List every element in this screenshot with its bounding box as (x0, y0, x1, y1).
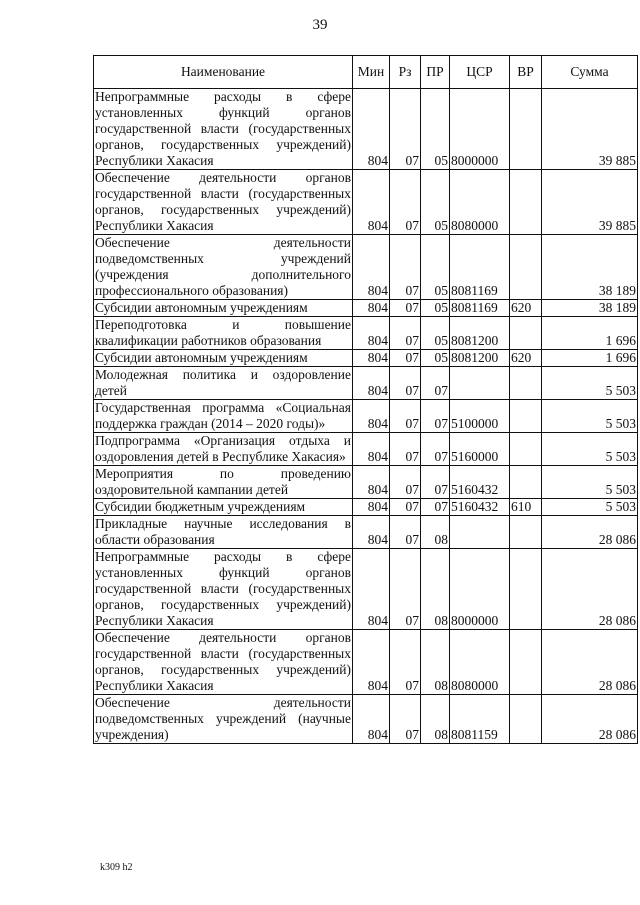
cell-sum: 28 086 (542, 549, 638, 630)
cell-vr (510, 170, 542, 235)
cell-vr (510, 549, 542, 630)
cell-name: Обеспечение деятельности подведомственных учреждений (учреждения дополнительного профессионального образования) (95, 235, 351, 298)
cell-vr (510, 466, 542, 499)
cell-rz: 07 (390, 170, 421, 235)
cell-sum: 5 503 (542, 466, 638, 499)
cell-csr: 8000000 (450, 89, 510, 170)
cell-vr (510, 89, 542, 170)
cell-sum: 28 086 (542, 630, 638, 695)
cell-vr (510, 695, 542, 744)
cell-name: Субсидии бюджетным учреждениям (94, 499, 353, 516)
cell-vr: 620 (510, 300, 542, 317)
cell-min: 804 (353, 466, 390, 499)
cell-min: 804 (353, 89, 390, 170)
cell-rz: 07 (390, 317, 421, 350)
cell-sum: 38 189 (542, 300, 638, 317)
header-name: Наименование (94, 56, 353, 89)
header-min: Мин (353, 56, 390, 89)
cell-name: Непрограммные расходы в сфере установленных функций органов государственной власти (государственных органов, государственных учреждений) Республики Хакасия (95, 549, 351, 628)
cell-rz: 07 (390, 367, 421, 400)
header-vr: ВР (510, 56, 542, 89)
table-row (94, 400, 638, 433)
cell-vr: 620 (510, 350, 542, 367)
cell-csr: 5100000 (450, 400, 510, 433)
cell-pr: 05 (421, 170, 450, 235)
cell-min: 804 (353, 350, 390, 367)
cell-sum: 39 885 (542, 170, 638, 235)
cell-csr: 8081200 (450, 350, 510, 367)
cell-name: Обеспечение деятельности органов государственной власти (государственных органов, государственных учреждений) Республики Хакасия (95, 630, 351, 693)
cell-csr: 8081200 (450, 317, 510, 350)
header-pr: ПР (421, 56, 450, 89)
table-row (94, 466, 638, 499)
cell-pr: 08 (421, 630, 450, 695)
cell-sum: 28 086 (542, 695, 638, 744)
table-header-row (94, 56, 638, 89)
cell-rz: 07 (390, 695, 421, 744)
cell-min: 804 (353, 170, 390, 235)
cell-sum: 39 885 (542, 89, 638, 170)
cell-vr (510, 433, 542, 466)
cell-name: Подпрограмма «Организация отдыха и оздоровления детей в Республике Хакасия» (95, 433, 351, 464)
cell-csr: 5160432 (450, 466, 510, 499)
cell-rz: 07 (390, 499, 421, 516)
cell-rz: 07 (390, 516, 421, 549)
cell-min: 804 (353, 433, 390, 466)
table-row (94, 300, 638, 317)
cell-min: 804 (353, 235, 390, 300)
cell-csr: 8080000 (450, 630, 510, 695)
cell-vr (510, 400, 542, 433)
cell-vr (510, 235, 542, 300)
cell-name: Прикладные научные исследования в области образования (95, 516, 351, 547)
table-row (94, 499, 638, 516)
cell-name: Молодежная политика и оздоровление детей (95, 367, 351, 398)
cell-pr: 08 (421, 695, 450, 744)
cell-vr (510, 516, 542, 549)
cell-pr: 08 (421, 516, 450, 549)
table-row (94, 235, 638, 300)
cell-name: Субсидии автономным учреждениям (94, 350, 353, 367)
cell-pr: 05 (421, 317, 450, 350)
table-row (94, 516, 638, 549)
header-sum: Сумма (542, 56, 638, 89)
cell-csr: 5160000 (450, 433, 510, 466)
cell-csr: 8081159 (450, 695, 510, 744)
footer-code: k309 h2 (100, 862, 133, 873)
cell-sum: 5 503 (542, 499, 638, 516)
cell-name: Мероприятия по проведению оздоровительной кампании детей (95, 466, 351, 497)
table-row (94, 170, 638, 235)
cell-csr: 8081169 (450, 235, 510, 300)
cell-name: Государственная программа «Социальная поддержка граждан (2014 – 2020 годы)» (95, 400, 351, 431)
cell-pr: 08 (421, 549, 450, 630)
cell-pr: 05 (421, 89, 450, 170)
cell-vr (510, 630, 542, 695)
cell-pr: 07 (421, 466, 450, 499)
cell-csr (450, 367, 510, 400)
cell-rz: 07 (390, 89, 421, 170)
cell-sum: 28 086 (542, 516, 638, 549)
cell-pr: 07 (421, 400, 450, 433)
cell-rz: 07 (390, 350, 421, 367)
cell-min: 804 (353, 367, 390, 400)
cell-pr: 05 (421, 350, 450, 367)
cell-rz: 07 (390, 630, 421, 695)
table-row (94, 630, 638, 695)
cell-pr: 05 (421, 235, 450, 300)
cell-csr: 8081169 (450, 300, 510, 317)
cell-rz: 07 (390, 466, 421, 499)
cell-pr: 05 (421, 300, 450, 317)
cell-name: Переподготовка и повышение квалификации работников образования (95, 317, 351, 348)
cell-csr (450, 516, 510, 549)
cell-name: Непрограммные расходы в сфере установленных функций органов государственной власти (государственных органов, государственных учреждений) Республики Хакасия (95, 89, 351, 168)
table-row (94, 695, 638, 744)
cell-sum: 1 696 (542, 317, 638, 350)
cell-rz: 07 (390, 300, 421, 317)
header-rz: Рз (390, 56, 421, 89)
budget-table (93, 55, 638, 744)
page-number: 39 (312, 17, 328, 33)
cell-sum: 5 503 (542, 367, 638, 400)
cell-csr: 8080000 (450, 170, 510, 235)
cell-sum: 5 503 (542, 433, 638, 466)
cell-name: Обеспечение деятельности органов государственной власти (государственных органов, государственных учреждений) Республики Хакасия (95, 170, 351, 233)
cell-min: 804 (353, 549, 390, 630)
cell-rz: 07 (390, 400, 421, 433)
table-row (94, 317, 638, 350)
cell-pr: 07 (421, 367, 450, 400)
cell-min: 804 (353, 695, 390, 744)
cell-min: 804 (353, 516, 390, 549)
table-row (94, 89, 638, 170)
cell-vr (510, 317, 542, 350)
cell-csr: 5160432 (450, 499, 510, 516)
cell-min: 804 (353, 400, 390, 433)
cell-name: Субсидии автономным учреждениям (94, 300, 353, 317)
cell-vr (510, 367, 542, 400)
cell-min: 804 (353, 499, 390, 516)
cell-rz: 07 (390, 235, 421, 300)
header-csr: ЦСР (450, 56, 510, 89)
cell-min: 804 (353, 317, 390, 350)
cell-min: 804 (353, 630, 390, 695)
cell-csr: 8000000 (450, 549, 510, 630)
table-row (94, 350, 638, 367)
cell-sum: 5 503 (542, 400, 638, 433)
table-body (94, 89, 638, 744)
cell-rz: 07 (390, 549, 421, 630)
table-row (94, 433, 638, 466)
cell-rz: 07 (390, 433, 421, 466)
cell-pr: 07 (421, 499, 450, 516)
table-row (94, 549, 638, 630)
cell-sum: 1 696 (542, 350, 638, 367)
cell-name: Обеспечение деятельности подведомственных учреждений (научные учреждения) (95, 695, 351, 742)
cell-pr: 07 (421, 433, 450, 466)
cell-sum: 38 189 (542, 235, 638, 300)
cell-min: 804 (353, 300, 390, 317)
table-row (94, 367, 638, 400)
cell-vr: 610 (510, 499, 542, 516)
